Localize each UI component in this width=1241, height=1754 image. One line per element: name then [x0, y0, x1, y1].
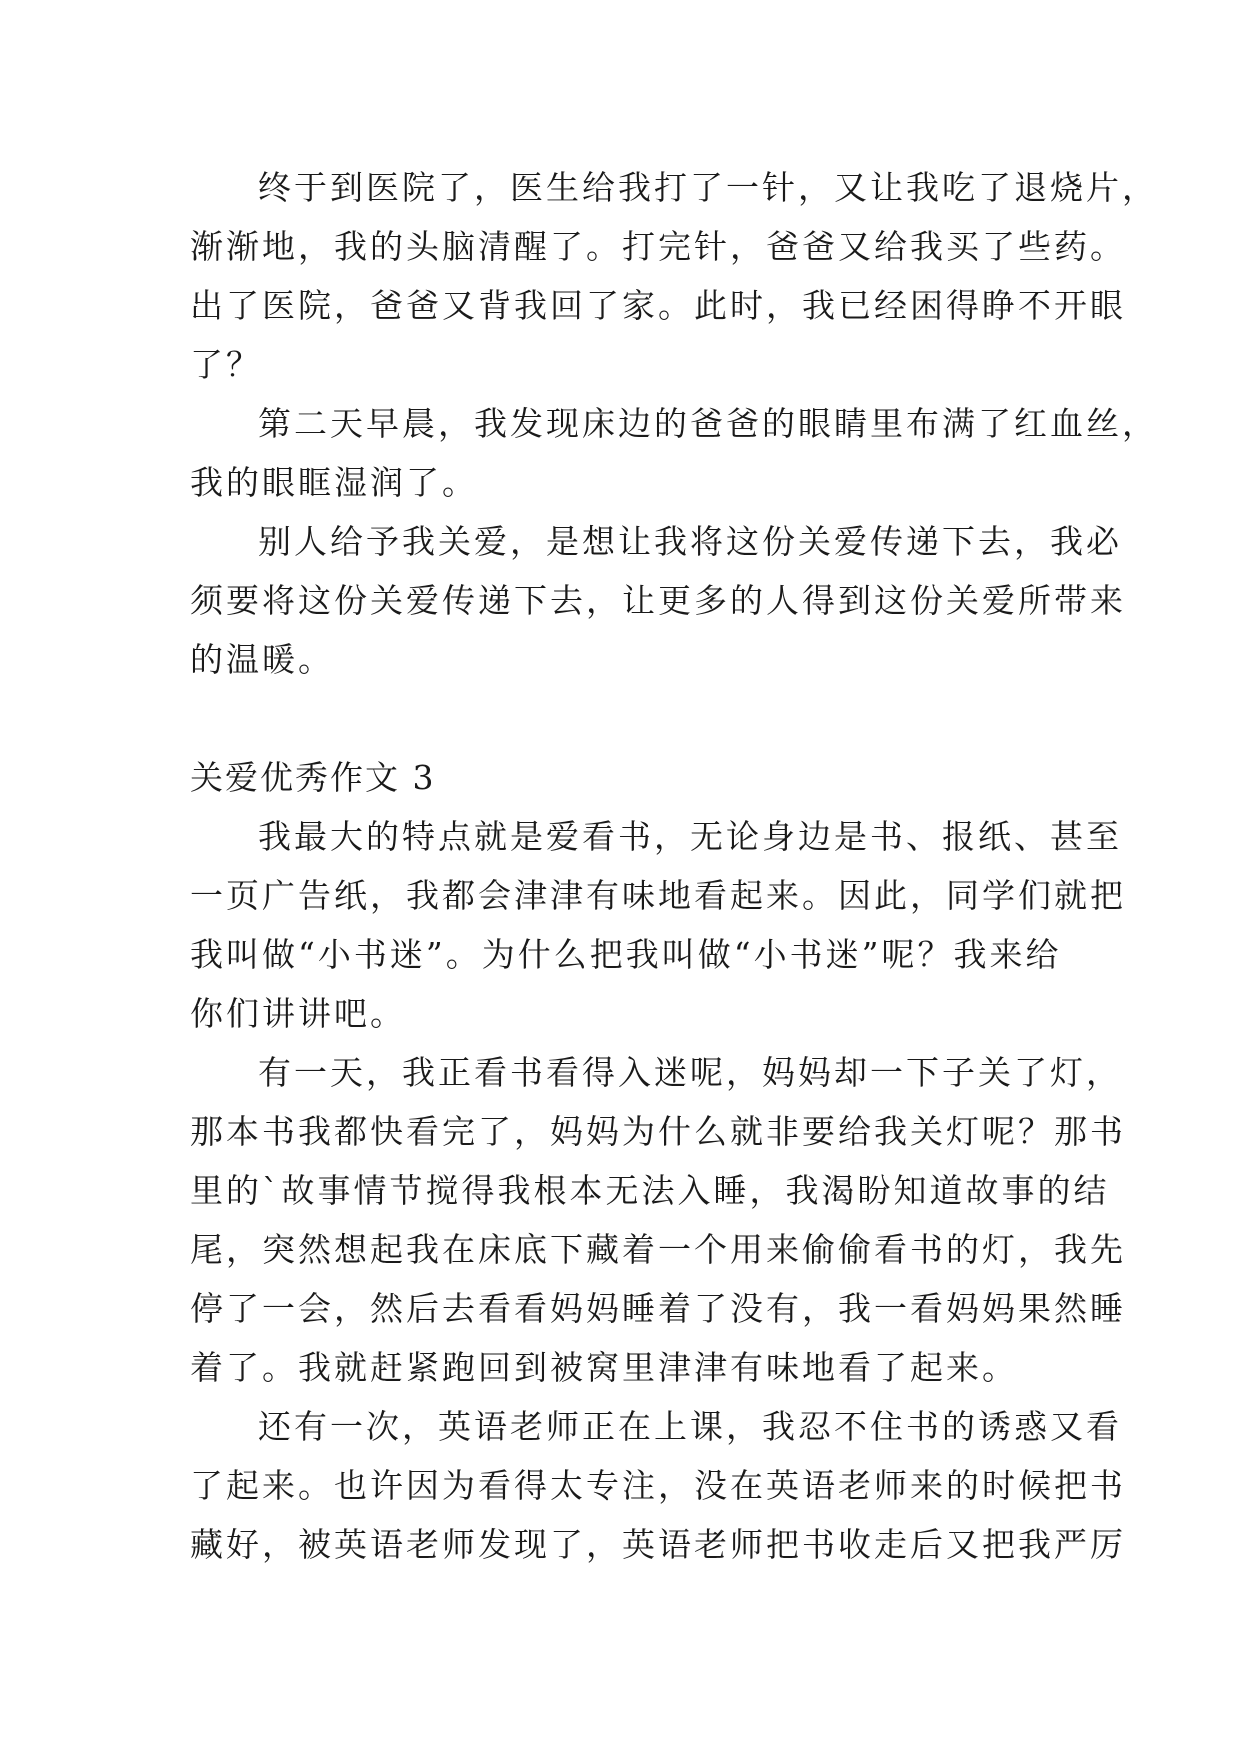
text-line: 别人给予我关爱，是想让我将这份关爱传递下去，我必	[258, 522, 1122, 561]
section-title: 关爱优秀作文 3	[190, 758, 436, 797]
text-line: 一页广告纸，我都会津津有味地看起来。因此，同学们就把	[190, 876, 1126, 915]
text-line: 我叫做“小书迷”。为什么把我叫做“小书迷”呢？我来给	[190, 935, 1062, 974]
text-line: 有一天，我正看书看得入迷呢，妈妈却一下子关了灯，	[258, 1053, 1122, 1092]
section-spacer	[190, 689, 1060, 748]
text-line: 第二天早晨，我发现床边的爸爸的眼睛里布满了红血丝，	[258, 404, 1158, 443]
document-body	[190, 158, 1158, 1574]
text-line: 里的`故事情节搅得我根本无法入睡，我渴盼知道故事的结	[190, 1171, 1110, 1210]
paragraph	[190, 394, 1158, 512]
text-line: 终于到医院了，医生给我打了一针，又让我吃了退烧片，	[258, 168, 1158, 207]
text-line: 着了。我就赶紧跑回到被窝里津津有味地看了起来。	[190, 1348, 1018, 1387]
text-line: 你们讲讲吧。	[190, 994, 406, 1033]
text-line: 我的眼眶湿润了。	[190, 463, 478, 502]
paragraph	[190, 807, 1126, 1043]
text-line: 了起来。也许因为看得太专注，没在英语老师来的时候把书	[190, 1466, 1126, 1505]
text-line: 还有一次，英语老师正在上课，我忍不住书的诱惑又看	[258, 1407, 1122, 1446]
text-line: 须要将这份关爱传递下去，让更多的人得到这份关爱所带来	[190, 581, 1126, 620]
text-line: 尾，突然想起我在床底下藏着一个用来偷偷看书的灯，我先	[190, 1230, 1126, 1269]
text-line: 藏好，被英语老师发现了，英语老师把书收走后又把我严厉	[190, 1525, 1126, 1564]
text-line: 渐渐地，我的头脑清醒了。打完针，爸爸又给我买了些药。	[190, 227, 1126, 266]
text-line: 的温暖。	[190, 640, 334, 679]
text-line: 出了医院，爸爸又背我回了家。此时，我已经困得睁不开眼	[190, 286, 1126, 325]
text-line: 停了一会，然后去看看妈妈睡着了没有，我一看妈妈果然睡	[190, 1289, 1126, 1328]
paragraph	[190, 1397, 1126, 1574]
paragraph	[190, 1043, 1126, 1397]
text-line: 了？	[190, 345, 262, 384]
paragraph	[190, 512, 1126, 689]
paragraph	[190, 158, 1158, 394]
text-line: 我最大的特点就是爱看书，无论身边是书、报纸、甚至	[258, 817, 1122, 856]
text-line: 那本书我都快看完了，妈妈为什么就非要给我关灯呢？那书	[190, 1112, 1126, 1151]
